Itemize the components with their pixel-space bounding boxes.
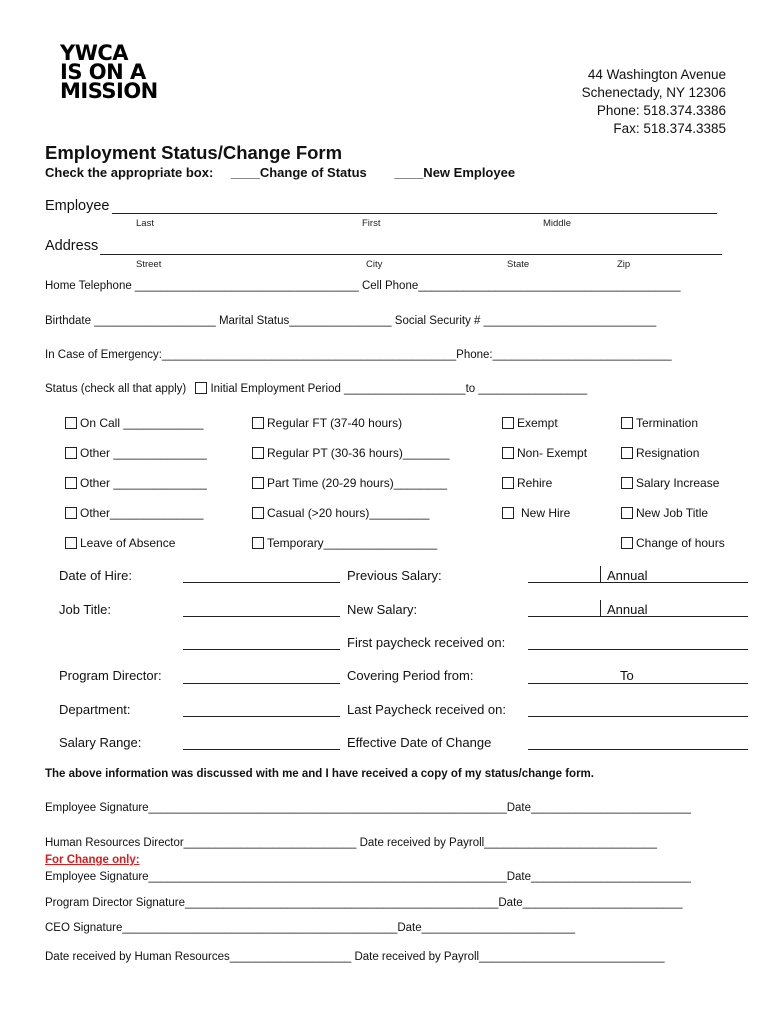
organization-address: [582, 66, 726, 138]
checkbox-box[interactable]: [621, 477, 633, 489]
checkbox-label: Change of hours: [636, 536, 725, 550]
blank-field[interactable]: [183, 649, 340, 650]
checkbox-other-1[interactable]: [65, 446, 207, 460]
first-paycheck-field[interactable]: [528, 649, 748, 650]
checkbox-new-job-title[interactable]: [621, 506, 708, 520]
address-label: Address: [45, 238, 99, 254]
date-of-hire-field[interactable]: [183, 582, 340, 583]
address-state-label: State: [507, 259, 530, 270]
program-director-signature-row[interactable]: Program Director Signature_________________________________________________Date_________________________: [45, 897, 683, 909]
hr-director-row[interactable]: Human Resources Director___________________________ Date received by Payroll___________________________: [45, 837, 657, 849]
checkbox-regular-pt[interactable]: [252, 446, 450, 460]
checkbox-label: Regular FT (37-40 hours): [267, 416, 403, 430]
checkbox-resignation[interactable]: [621, 446, 699, 460]
emergency-row[interactable]: In Case of Emergency:______________________________________________Phone:____________________________: [45, 349, 672, 361]
checkbox-box[interactable]: [65, 507, 77, 519]
checkbox-label: Rehire: [517, 476, 553, 490]
new-salary-label: New Salary:: [347, 602, 418, 617]
checkbox-label: Part Time (20-29 hours)________: [267, 476, 448, 490]
covering-period-label: Covering Period from:: [347, 668, 474, 683]
date-of-hire-label: Date of Hire:: [59, 568, 132, 583]
checkbox-label: Salary Increase: [636, 476, 720, 490]
previous-salary-label: Previous Salary:: [347, 568, 442, 583]
program-director-label: Program Director:: [59, 668, 162, 683]
address-street-label: Street: [136, 259, 162, 270]
checkbox-label: Resignation: [636, 446, 700, 460]
change-of-status-option[interactable]: ____Change of Status: [230, 165, 367, 180]
logo-line-3: MISSION: [60, 79, 158, 103]
checkbox-box[interactable]: [65, 417, 77, 429]
checkbox-label: New Hire: [521, 506, 571, 520]
checkbox-box[interactable]: [252, 417, 264, 429]
checkbox-label: Termination: [636, 416, 699, 430]
checkbox-box[interactable]: [621, 417, 633, 429]
program-director-field[interactable]: [183, 683, 340, 684]
checkbox-label: Exempt: [517, 416, 558, 430]
department-field[interactable]: [183, 716, 340, 717]
address-zip-label: Zip: [617, 259, 631, 270]
address-phone: Phone: 518.374.3386: [596, 103, 726, 118]
checkbox-casual[interactable]: [252, 506, 429, 520]
effective-date-label: Effective Date of Change: [347, 735, 492, 750]
address-street: 44 Washington Avenue: [587, 67, 726, 82]
checkbox-non-exempt[interactable]: [502, 446, 587, 460]
last-paycheck-label: Last Paycheck received on:: [347, 702, 506, 717]
checkbox-label: Leave of Absence: [80, 536, 176, 550]
checkbox-leave-of-absence[interactable]: [65, 536, 175, 550]
employee-signature-row[interactable]: Employee Signature________________________________________________________Date_________________________: [45, 802, 691, 814]
employee-signature-change-row[interactable]: Employee Signature________________________________________________________Date_________________________: [45, 871, 691, 883]
salary-range-field[interactable]: [183, 749, 340, 750]
checkbox-box[interactable]: [65, 537, 77, 549]
initial-employment-label: Initial Employment Period ___________________to _________________: [210, 383, 588, 395]
check-appropriate-box-line: [45, 165, 515, 180]
employee-first-label: First: [362, 218, 381, 229]
checkbox-label: Casual (>20 hours)_________: [267, 506, 430, 520]
checkbox-part-time[interactable]: [252, 476, 447, 490]
checkbox-exempt[interactable]: [502, 416, 558, 430]
job-title-field[interactable]: [183, 616, 340, 617]
acknowledgement-statement: The above information was discussed with me and I have received a copy of my status/change form.: [45, 768, 594, 780]
new-employee-option[interactable]: ____New Employee: [394, 165, 516, 180]
checkbox-box[interactable]: [621, 537, 633, 549]
checkbox-box[interactable]: [252, 507, 264, 519]
checkbox-temporary[interactable]: [252, 536, 437, 550]
job-title-label: Job Title:: [59, 602, 112, 617]
checkbox-box[interactable]: [621, 447, 633, 459]
home-telephone-row[interactable]: Home Telephone ___________________________________ Cell Phone_________________________________________: [45, 280, 681, 292]
employee-label: Employee: [45, 198, 110, 214]
checkbox-label: On Call ____________: [80, 416, 204, 430]
annual-label-1: Annual: [607, 568, 648, 583]
employee-last-label: Last: [136, 218, 154, 229]
new-salary-divider: [600, 600, 601, 616]
checkbox-on-call[interactable]: [65, 416, 203, 430]
checkbox-box[interactable]: [252, 447, 264, 459]
checkbox-box[interactable]: [65, 447, 77, 459]
checkbox-regular-ft[interactable]: [252, 416, 402, 430]
checkbox-label: New Job Title: [636, 506, 709, 520]
covering-period-field[interactable]: [528, 683, 748, 684]
checkbox-label: Non- Exempt: [517, 446, 588, 460]
checkbox-label: Other ______________: [80, 476, 207, 490]
first-paycheck-label: First paycheck received on:: [347, 635, 506, 650]
checkbox-other-2[interactable]: [65, 476, 207, 490]
checkbox-box[interactable]: [502, 447, 514, 459]
checkbox-label: Other ______________: [80, 446, 207, 460]
last-paycheck-field[interactable]: [528, 716, 748, 717]
to-label: To: [620, 668, 634, 683]
annual-label-2: Annual: [607, 602, 648, 617]
effective-date-field[interactable]: [528, 749, 748, 750]
checkbox-box[interactable]: [252, 537, 264, 549]
address-fax: Fax: 518.374.3385: [613, 121, 726, 136]
checkbox-salary-increase[interactable]: [621, 476, 719, 490]
checkbox-new-hire[interactable]: [502, 506, 570, 520]
checkbox-box[interactable]: [252, 477, 264, 489]
employee-name-field[interactable]: [112, 213, 717, 214]
checkbox-box[interactable]: [621, 507, 633, 519]
initial-employment-checkbox[interactable]: [195, 382, 207, 394]
ceo-signature-row[interactable]: CEO Signature___________________________________________Date________________________: [45, 922, 576, 934]
checkbox-box[interactable]: [502, 477, 514, 489]
checkbox-other-3[interactable]: [65, 506, 203, 520]
address-city-label: City: [366, 259, 383, 270]
checkbox-label: Temporary_________________: [267, 536, 438, 550]
salary-range-label: Salary Range:: [59, 735, 142, 750]
previous-salary-divider: [600, 566, 601, 582]
ywca-logo: [60, 41, 158, 103]
logo-line-2: IS ON A: [60, 60, 146, 84]
address-city: Schenectady, NY 12306: [581, 85, 726, 100]
checkbox-termination[interactable]: [621, 416, 698, 430]
logo-line-1: YWCA: [60, 41, 129, 65]
checkbox-change-of-hours[interactable]: [621, 536, 725, 550]
for-change-only-heading: For Change only:: [45, 854, 140, 866]
employee-middle-label: Middle: [543, 218, 571, 229]
status-label: Status (check all that apply): [45, 383, 187, 395]
checkbox-box[interactable]: [65, 477, 77, 489]
checkbox-box[interactable]: [502, 507, 514, 519]
department-label: Department:: [59, 702, 131, 717]
checkbox-label: Regular PT (30-36 hours)_______: [267, 446, 450, 460]
checkbox-label: Other______________: [80, 506, 204, 520]
check-label: Check the appropriate box:: [45, 165, 214, 180]
address-field[interactable]: [100, 254, 722, 255]
checkbox-box[interactable]: [502, 417, 514, 429]
date-received-hr-row[interactable]: Date received by Human Resources___________________ Date received by Payroll_____________________________: [45, 951, 665, 963]
status-row: [45, 382, 587, 395]
birthdate-row[interactable]: Birthdate ___________________ Marital Status________________ Social Security # ___________________________: [45, 315, 657, 327]
checkbox-rehire[interactable]: [502, 476, 552, 490]
form-title: Employment Status/Change Form: [45, 142, 343, 163]
